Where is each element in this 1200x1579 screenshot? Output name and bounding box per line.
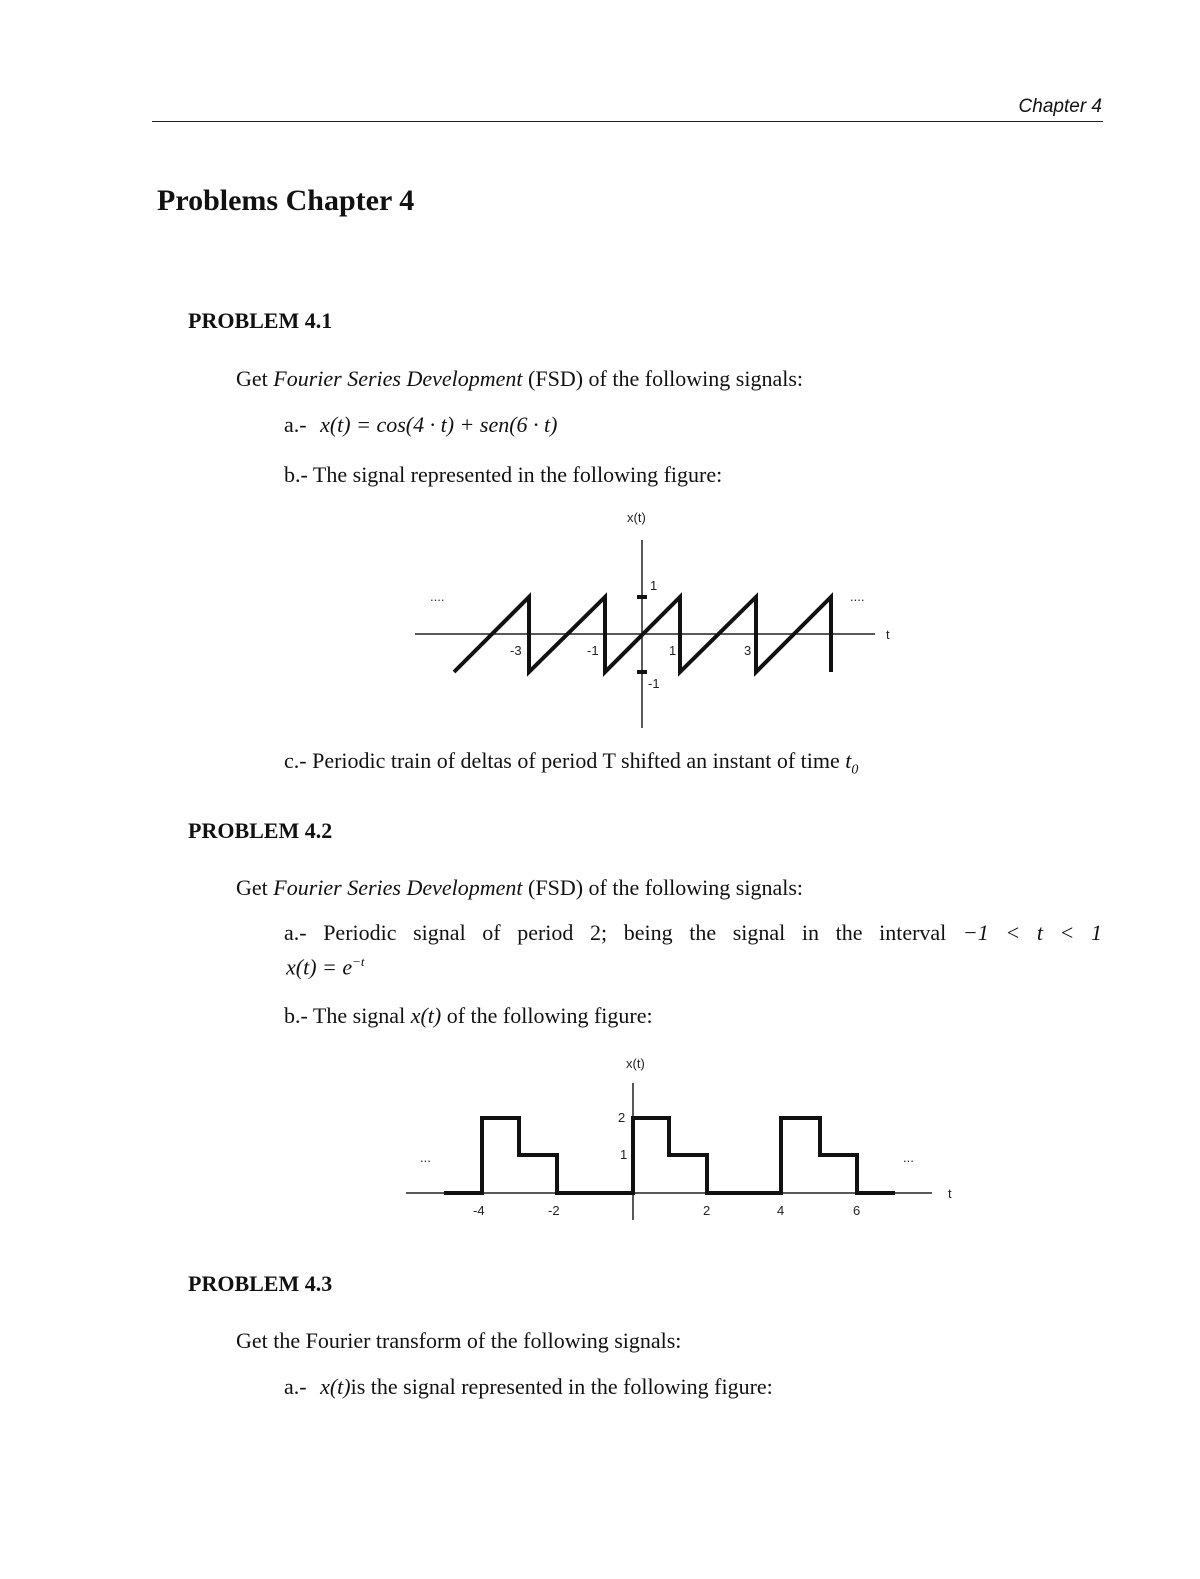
item-text: is the signal represented in the following figure:: [350, 1374, 773, 1399]
intro-emphasis: Fourier Series Development: [273, 875, 523, 900]
signal-variable: x(t): [410, 1003, 442, 1028]
problem-4-1-item-c: [284, 748, 858, 778]
y-tick-label: 2: [618, 1110, 626, 1125]
problem-4-2-item-b: [284, 1003, 653, 1029]
intro-text: (FSD) of the following signals:: [522, 875, 804, 900]
x-tick-label: 4: [777, 1203, 785, 1218]
problem-4-1-heading: PROBLEM 4.1: [188, 308, 333, 333]
x-tick-label: 6: [853, 1203, 861, 1218]
y-axis-label: x(t): [626, 1056, 645, 1071]
problem-4-1-intro: [236, 366, 803, 392]
x-tick-label: -2: [548, 1203, 560, 1218]
problem-4-3-item-a: [284, 1374, 773, 1400]
item-text: a.- Periodic signal of period 2; being the signal in the interval: [284, 920, 947, 945]
header-rule: [152, 121, 1103, 122]
x-tick-label: 2: [703, 1203, 711, 1218]
problem-4-1-item-b: b.- The signal represented in the following figure:: [284, 462, 723, 487]
y-tick-label: 1: [650, 578, 658, 593]
page-title: Problems Chapter 4: [157, 184, 415, 217]
x-tick-label: 1: [669, 643, 677, 658]
pulse-waveform: [444, 1118, 895, 1193]
formula-exponent: −t: [352, 954, 365, 969]
problem-4-1-item-a: [284, 412, 558, 438]
continuation-left: ...: [420, 1150, 431, 1165]
continuation-right: ...: [903, 1150, 914, 1165]
y-tick-label: -1: [648, 676, 660, 691]
y-axis-label: x(t): [627, 510, 646, 525]
step-pulse-figure: [400, 1048, 960, 1228]
y-tick-label: 1: [620, 1147, 628, 1162]
time-subscript: 0: [851, 762, 859, 778]
problem-4-2-intro: [236, 875, 803, 901]
item-text: of the following figure:: [441, 1003, 653, 1028]
running-header: Chapter 4: [1018, 96, 1102, 117]
item-text: b.- The signal: [284, 1003, 411, 1028]
intro-text: Get: [236, 875, 274, 900]
problem-4-2-formula: [286, 954, 365, 980]
interval: −1 < t < 1: [962, 920, 1102, 945]
formula: x(t) = cos(4 · t) + sen(6 · t): [320, 412, 558, 437]
time-variable: t: [845, 748, 852, 773]
item-label: a.-: [284, 412, 307, 437]
problem-4-3-heading: PROBLEM 4.3: [188, 1271, 333, 1296]
x-tick-label: -4: [473, 1203, 485, 1218]
intro-text: Get: [236, 366, 274, 391]
intro-emphasis: Fourier Series Development: [273, 366, 523, 391]
continuation-left: ....: [430, 589, 445, 604]
problem-4-3-intro: Get the Fourier transform of the following signals:: [236, 1328, 682, 1353]
item-label: a.-: [284, 1374, 307, 1399]
signal-variable: x(t): [320, 1374, 351, 1399]
sawtooth-figure: [400, 500, 920, 740]
x-tick-label: -3: [510, 643, 522, 658]
x-tick-label: -1: [587, 643, 599, 658]
t-axis-label: t: [886, 627, 890, 642]
problem-4-2-heading: PROBLEM 4.2: [188, 818, 333, 843]
x-tick-label: 3: [744, 643, 752, 658]
intro-text: (FSD) of the following signals:: [522, 366, 804, 391]
t-axis-label: t: [948, 1186, 952, 1201]
formula: x(t) = e: [286, 954, 353, 980]
problem-4-2-item-a: [284, 920, 1102, 946]
item-text: c.- Periodic train of deltas of period T shifted an instant of time: [284, 748, 846, 773]
continuation-right: ....: [850, 589, 865, 604]
